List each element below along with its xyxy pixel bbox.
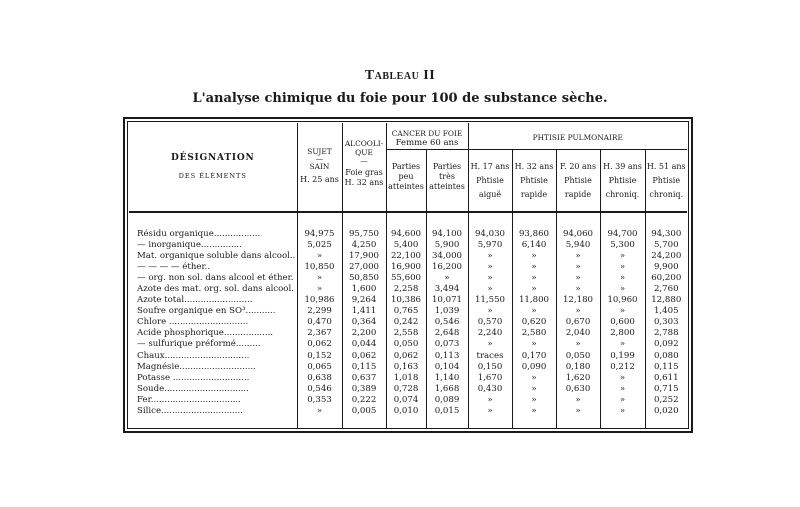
- row-value: 0,364: [342, 317, 386, 328]
- row-value: 0,150: [468, 361, 512, 372]
- table-row: [129, 240, 687, 251]
- row-value: 0,170: [512, 350, 556, 361]
- row-value: 50,850: [342, 273, 386, 284]
- row-label: Azote des mat. org. sol. dans alcool.: [137, 284, 294, 295]
- row-value: »: [297, 406, 342, 417]
- header-alcoolique: [342, 123, 386, 212]
- row-value: 1,600: [342, 284, 386, 295]
- row-value: 55,600: [386, 273, 426, 284]
- row-value: »: [468, 284, 512, 295]
- row-label: — org. non sol. dans alcool et éther.: [137, 273, 294, 284]
- row-value: 0,010: [386, 406, 426, 417]
- table-row: [129, 384, 687, 395]
- row-value: 0,044: [342, 339, 386, 350]
- row-value: 94,060: [556, 229, 600, 240]
- row-value: 10,986: [297, 295, 342, 306]
- row-value: 93,860: [512, 229, 556, 240]
- row-value: 0,065: [297, 361, 342, 372]
- row-value: 0,430: [468, 384, 512, 395]
- row-value: 2,800: [600, 328, 645, 339]
- table-row: [129, 306, 687, 317]
- row-value: »: [512, 251, 556, 262]
- row-value: »: [512, 384, 556, 395]
- designation-title: DÉSIGNATION: [170, 153, 255, 163]
- row-value: 0,570: [468, 317, 512, 328]
- row-value: »: [512, 373, 556, 384]
- row-value: 10,071: [426, 295, 468, 306]
- row-value: 0,600: [600, 317, 645, 328]
- header-phtisie-group: [468, 123, 687, 150]
- row-label: Chaux...............................: [137, 350, 250, 361]
- row-value: 5,300: [600, 240, 645, 251]
- table-header: [129, 123, 687, 212]
- row-value: 0,115: [645, 361, 687, 372]
- row-value: 0,089: [426, 395, 468, 406]
- row-value: 0,470: [297, 317, 342, 328]
- row-label: Azote total.........................: [137, 295, 253, 306]
- row-value: 17,900: [342, 251, 386, 262]
- analysis-table: [129, 123, 687, 429]
- row-value: 0,242: [386, 317, 426, 328]
- row-value: »: [600, 284, 645, 295]
- table-row: [129, 251, 687, 262]
- row-value: 0,104: [426, 361, 468, 372]
- row-label: Soude...............................: [137, 383, 249, 394]
- table-row: [129, 373, 687, 384]
- alcoolique-line4: H. 32 ans: [344, 178, 384, 188]
- phtisie-group-title: PHTISIE PULMONAIRE: [532, 133, 623, 142]
- table-row: [129, 406, 687, 417]
- row-value: 0,303: [645, 317, 687, 328]
- page-title: Tableau II: [364, 68, 436, 83]
- row-value: 4,250: [342, 240, 386, 251]
- row-value: »: [600, 262, 645, 273]
- row-label: Fer.................................: [137, 394, 241, 405]
- header-phtisie-col3: F. 20 ans Phtisie rapide: [556, 150, 600, 212]
- row-value: 2,558: [386, 328, 426, 339]
- sujet-sain-line2: SAIN: [309, 162, 330, 172]
- row-value: 2,760: [645, 284, 687, 295]
- row-value: 0,212: [600, 361, 645, 372]
- row-value: 0,199: [600, 350, 645, 361]
- row-value: 16,200: [426, 262, 468, 273]
- row-label: Chlore .............................: [137, 317, 249, 328]
- row-label: — — — — éther..: [137, 262, 211, 273]
- row-value: 1,039: [426, 306, 468, 317]
- row-value: 0,062: [297, 339, 342, 350]
- row-value: »: [600, 306, 645, 317]
- row-value: »: [600, 373, 645, 384]
- row-value: 6,140: [512, 240, 556, 251]
- row-value: »: [512, 284, 556, 295]
- row-value: 12,180: [556, 295, 600, 306]
- row-value: 9,264: [342, 295, 386, 306]
- page-subtitle: L'analyse chimique du foie pour 100 de substance sèche.: [192, 91, 608, 106]
- table-row: [129, 339, 687, 350]
- row-value: 94,100: [426, 229, 468, 240]
- row-value: 94,030: [468, 229, 512, 240]
- row-value: 10,960: [600, 295, 645, 306]
- row-value: 2,040: [556, 328, 600, 339]
- row-value: 95,750: [342, 229, 386, 240]
- row-value: 0,620: [512, 317, 556, 328]
- row-value: 94,975: [297, 229, 342, 240]
- row-value: »: [556, 262, 600, 273]
- row-value: 0,252: [645, 395, 687, 406]
- alcoolique-line2: QUE: [355, 148, 373, 158]
- row-value: 0,005: [342, 406, 386, 417]
- row-value: 1,670: [468, 373, 512, 384]
- table-row: [129, 361, 687, 372]
- header-phtisie-col5: H. 51 ans Phtisie chroniq.: [645, 150, 687, 212]
- row-value: »: [468, 251, 512, 262]
- tail-row: [129, 417, 687, 429]
- table-row: [129, 284, 687, 295]
- row-value: 5,400: [386, 240, 426, 251]
- row-value: 0,020: [645, 406, 687, 417]
- row-value: 10,386: [386, 295, 426, 306]
- row-value: »: [297, 284, 342, 295]
- row-value: 5,025: [297, 240, 342, 251]
- row-value: 2,788: [645, 328, 687, 339]
- header-cancer-group: [386, 123, 468, 150]
- row-value: 0,546: [426, 317, 468, 328]
- row-value: 11,800: [512, 295, 556, 306]
- sujet-sain-line3: H. 25 ans: [300, 175, 339, 185]
- table-row: [129, 317, 687, 328]
- row-value: 0,073: [426, 339, 468, 350]
- row-value: 0,152: [297, 350, 342, 361]
- row-value: 34,000: [426, 251, 468, 262]
- row-value: »: [600, 251, 645, 262]
- row-label: — sulfurique préformé.........: [137, 339, 261, 350]
- row-value: 60,200: [645, 273, 687, 284]
- table-body: [129, 212, 687, 430]
- row-value: 0,611: [645, 373, 687, 384]
- row-value: 0,389: [342, 384, 386, 395]
- header-designation: [129, 123, 297, 212]
- row-value: 94,300: [645, 229, 687, 240]
- row-value: 0,015: [426, 406, 468, 417]
- row-value: 94,600: [386, 229, 426, 240]
- row-value: »: [556, 395, 600, 406]
- row-value: 5,970: [468, 240, 512, 251]
- spacer-row: [129, 212, 687, 229]
- row-value: 1,140: [426, 373, 468, 384]
- row-value: »: [468, 339, 512, 350]
- alcoolique-line1: ALCOOLI-: [344, 139, 384, 148]
- header-phtisie-col2: H. 32 ans Phtisie rapide: [512, 150, 556, 212]
- row-value: »: [556, 406, 600, 417]
- header-sujet-sain: [297, 123, 342, 212]
- row-value: 24,200: [645, 251, 687, 262]
- header-phtisie-col4: H. 39 ans Phtisie chroniq.: [600, 150, 645, 212]
- table-row: [129, 328, 687, 339]
- table-row: [129, 395, 687, 406]
- row-value: »: [468, 395, 512, 406]
- row-value: traces: [468, 350, 512, 361]
- row-value: 0,630: [556, 384, 600, 395]
- row-value: 5,940: [556, 240, 600, 251]
- sujet-sain-dash: —: [315, 154, 324, 164]
- row-value: 0,090: [512, 361, 556, 372]
- table-row: [129, 350, 687, 361]
- analysis-table-frame: [123, 117, 693, 433]
- row-value: »: [512, 406, 556, 417]
- row-value: 2,240: [468, 328, 512, 339]
- row-value: 5,700: [645, 240, 687, 251]
- table-row: [129, 273, 687, 284]
- row-value: 1,620: [556, 373, 600, 384]
- row-value: »: [512, 262, 556, 273]
- row-value: 0,074: [386, 395, 426, 406]
- row-value: »: [556, 284, 600, 295]
- row-value: 0,115: [342, 361, 386, 372]
- row-label: Mat. organique soluble dans alcool..: [137, 251, 296, 262]
- row-value: 27,000: [342, 262, 386, 273]
- row-value: 0,113: [426, 350, 468, 361]
- row-value: »: [556, 339, 600, 350]
- row-value: 12,880: [645, 295, 687, 306]
- row-value: 2,299: [297, 306, 342, 317]
- row-value: 0,080: [645, 350, 687, 361]
- cancer-group-subtitle: Femme 60 ans: [395, 138, 459, 149]
- row-value: 0,546: [297, 384, 342, 395]
- row-value: 0,638: [297, 373, 342, 384]
- row-value: »: [556, 306, 600, 317]
- row-value: 5,900: [426, 240, 468, 251]
- row-value: »: [512, 273, 556, 284]
- row-value: 0,062: [386, 350, 426, 361]
- row-value: 1,018: [386, 373, 426, 384]
- row-label: Potasse ............................: [137, 372, 250, 383]
- row-value: 0,728: [386, 384, 426, 395]
- row-value: »: [600, 384, 645, 395]
- row-value: »: [512, 395, 556, 406]
- row-value: »: [600, 395, 645, 406]
- row-value: »: [297, 251, 342, 262]
- sujet-sain-line1: SUJET: [307, 147, 332, 156]
- row-value: »: [556, 251, 600, 262]
- row-label: Silice..............................: [137, 405, 243, 416]
- row-value: 2,258: [386, 284, 426, 295]
- row-value: 0,353: [297, 395, 342, 406]
- row-label: Résidu organique.................: [137, 229, 261, 240]
- row-value: 1,411: [342, 306, 386, 317]
- row-value: »: [600, 406, 645, 417]
- row-value: 0,222: [342, 395, 386, 406]
- row-value: 3,494: [426, 284, 468, 295]
- designation-subtitle: DES ÉLÉMENTS: [178, 172, 247, 181]
- header-phtisie-col1: H. 17 ans Phtisie aiguë: [468, 150, 512, 212]
- row-value: 0,180: [556, 361, 600, 372]
- row-value: »: [426, 273, 468, 284]
- row-value: 10,850: [297, 262, 342, 273]
- row-value: 0,062: [342, 350, 386, 361]
- row-value: »: [512, 306, 556, 317]
- row-value: »: [468, 273, 512, 284]
- row-value: »: [468, 406, 512, 417]
- row-label: Magnésie............................: [137, 361, 256, 372]
- row-value: 0,637: [342, 373, 386, 384]
- row-value: »: [512, 339, 556, 350]
- row-value: 11,550: [468, 295, 512, 306]
- row-value: 0,715: [645, 384, 687, 395]
- row-value: »: [468, 262, 512, 273]
- row-value: 9,900: [645, 262, 687, 273]
- header-cancer-col2: Parties très atteintes: [426, 150, 468, 212]
- row-value: 2,367: [297, 328, 342, 339]
- row-value: 0,670: [556, 317, 600, 328]
- row-label: Soufre organique en SO³...........: [137, 306, 276, 317]
- table-row: [129, 295, 687, 306]
- row-value: 94,700: [600, 229, 645, 240]
- row-value: »: [297, 273, 342, 284]
- row-label: — inorganique...............: [137, 240, 242, 251]
- cancer-group-title: CANCER DU FOIE: [391, 129, 463, 138]
- row-label: Acide phosphorique..................: [137, 328, 274, 339]
- row-value: 0,050: [386, 339, 426, 350]
- row-value: 16,900: [386, 262, 426, 273]
- header-cancer-col1: Parties peu atteintes: [386, 150, 426, 212]
- row-value: 0,092: [645, 339, 687, 350]
- row-value: »: [556, 273, 600, 284]
- table-row: [129, 229, 687, 240]
- row-value: »: [600, 273, 645, 284]
- row-value: 22,100: [386, 251, 426, 262]
- row-value: 2,200: [342, 328, 386, 339]
- row-value: 0,050: [556, 350, 600, 361]
- row-value: »: [468, 306, 512, 317]
- row-value: 2,648: [426, 328, 468, 339]
- row-value: 0,765: [386, 306, 426, 317]
- row-value: »: [600, 339, 645, 350]
- row-value: 1,668: [426, 384, 468, 395]
- alcoolique-dash: —: [360, 155, 368, 165]
- row-value: 0,163: [386, 361, 426, 372]
- row-value: 1,405: [645, 306, 687, 317]
- row-value: 2,580: [512, 328, 556, 339]
- table-row: [129, 262, 687, 273]
- alcoolique-line3: Foie gras: [345, 168, 383, 178]
